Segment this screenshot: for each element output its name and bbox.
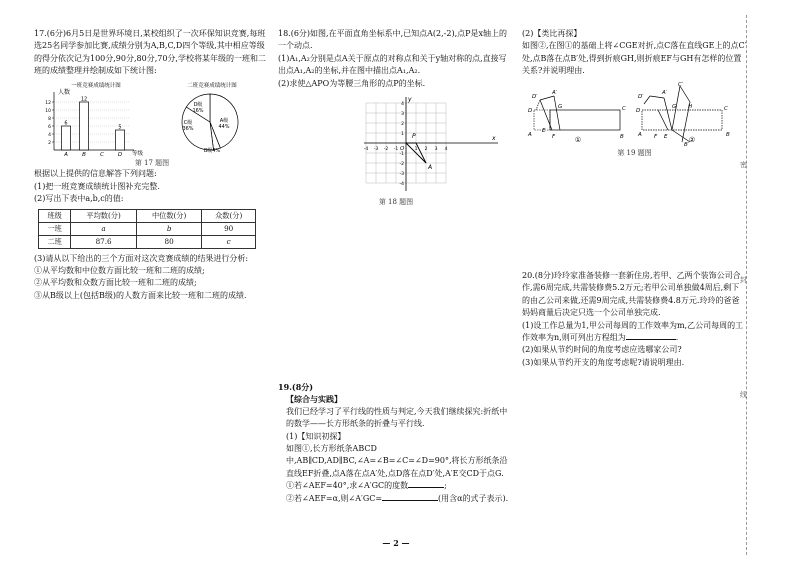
q17-sub1: (1)把一班竞赛成绩统计图补充完整.: [34, 181, 160, 191]
vertex-label: A: [528, 131, 532, 138]
pie-chart: [162, 80, 262, 156]
x-tick-label: D: [117, 151, 123, 156]
bar-data-label: 5: [118, 124, 122, 131]
x-tick-label: 1: [414, 146, 418, 152]
x-tick-label: A: [64, 151, 68, 156]
q18-sub1: (1)A₁,A₂分别是点A关于原点的对称点和关于y轴对称的点,直接写出点A₁,A₂的坐标,并在图中描出点A₁,A₂.: [278, 53, 507, 76]
table-header: 平均数(分): [71, 209, 137, 222]
x-tick-label: 3: [434, 146, 438, 152]
vertex-label: E: [542, 127, 546, 134]
table-cell: 87.6: [71, 235, 137, 248]
vertex-label: D: [636, 107, 641, 114]
q20-sub1: [522, 320, 747, 345]
table-header: 班级: [39, 209, 71, 222]
q17-intro: 17.(6分)6月5日是世界环境日,某校组织了一次环保知识竞赛,每班选25名同学参加比赛,成绩分别为A,B,C,D四个等级,其中相应等级的得分依次记为100分,90分,80分,70分,学校将某年级的一班和二班的成绩整理并绘制成如下统计图:: [34, 29, 266, 76]
bar: [62, 126, 71, 150]
vertex-label: A: [638, 131, 642, 138]
fold-figure-2: [636, 82, 730, 148]
q17-table: [38, 209, 256, 249]
y-tick-label: 2: [48, 140, 51, 146]
table-cell: 80: [136, 235, 202, 248]
question-17: [34, 28, 270, 302]
bar-chart: [38, 80, 150, 156]
pie-label: C级 36%: [182, 119, 194, 132]
fold-figure-1: [527, 90, 626, 140]
vertex-label: A′: [552, 89, 558, 96]
bar-data-label: 12: [80, 96, 88, 103]
fig2-label: ②: [688, 135, 696, 144]
q19-fig-caption: 第 19 题图: [617, 148, 652, 157]
q18-intro: 18.(6分)如图,在平面直角坐标系中,已知点A(2,-2),点P是x轴上的一个动点.: [278, 29, 508, 51]
y-tick-label: 2: [401, 121, 404, 127]
point-a-label: A: [428, 163, 433, 171]
q19-s1-text: ①若∠AEF=40°,求∠A′GC的度数: [286, 481, 409, 491]
vertex-label: C: [622, 105, 626, 112]
bar-chart-ylabel: 人数: [58, 88, 71, 96]
q19-part2-text: 如图②,在图①的基础上将∠CGE对折,点C落在直线GE上的点C′处,点B落在点B′处,得到折痕GH,则折痕EF与GH有怎样的位置关系?并说明理由.: [522, 41, 747, 76]
answer-blank[interactable]: [408, 487, 444, 488]
q19-s2-end: (用含α的式子表示).: [438, 493, 509, 503]
x-tick-label: B: [82, 151, 86, 156]
vertex-label: F: [654, 133, 658, 140]
vertex-label: D′: [532, 93, 538, 100]
y-axis-label: y: [408, 95, 412, 103]
vertex-label: G: [558, 103, 563, 110]
vertex-label: B′: [684, 141, 690, 148]
table-cell: c: [202, 235, 256, 248]
table-cell: b: [136, 222, 202, 235]
x-tick-label: -3: [373, 146, 379, 152]
y-tick-label: 4: [48, 132, 51, 138]
y-tick-label: 8: [48, 116, 51, 122]
q19-s2-text: ②若∠AEF=α,则∠A′GC=: [286, 493, 383, 503]
x-tick-label: C: [100, 151, 104, 156]
q20-sub1-end: .: [675, 332, 679, 342]
pie-chart-title: 二班竞赛成绩统计图: [187, 82, 237, 89]
pie-label: B级4%: [203, 147, 221, 154]
table-cell: 一班: [39, 222, 71, 235]
q19-s2: [278, 493, 514, 505]
q19-part1: (1)【知识初探】: [286, 431, 346, 441]
q19-s1-end: ;: [444, 481, 447, 491]
page-number: — 2 —: [382, 538, 410, 548]
y-tick-label: 4: [401, 101, 404, 107]
question-19: [278, 381, 514, 505]
x-tick-label: -1: [393, 146, 399, 152]
x-tick-label: -2: [383, 146, 389, 152]
q19-text: 如图①,长方形纸条ABCD中,AB∥CD,AD∥BC,∠A=∠B=∠C=∠D=90°,将长方形纸条沿直线EF折叠,点A落在点A′处,点D落在点D′处,A′E交CD于点G.: [286, 443, 508, 478]
pie-label: A级 44%: [218, 117, 230, 130]
q17-sub3: (3)请从以下给出的三个方面对这次竞赛成绩的结果进行分析:: [34, 253, 249, 263]
vertex-label: C′: [678, 81, 684, 88]
bar: [80, 102, 89, 150]
y-tick-label: 3: [401, 111, 404, 117]
q19-intro: 我们已经学习了平行线的性质与判定,今天我们继续探究:折纸中的数学——长方形纸条的折叠与平行线.: [286, 406, 508, 429]
side-mark: 线: [740, 391, 747, 399]
q19-header: 19.(8分): [278, 382, 314, 392]
side-mark: 密: [740, 161, 747, 169]
answer-blank[interactable]: [626, 339, 676, 340]
q20-intro: 20.(8分)玲玲家准备装修一套新住房,若甲、乙两个装饰公司合作,需6周完成,共需装修费5.2万元;若甲公司单独做4周后,剩下的由乙公司来做,还需9周完成,共需装修费4.8万元.玲玲的爸爸妈妈商量后决定只选一个公司单独完成.: [522, 271, 741, 318]
x-tick-label: -4: [363, 146, 369, 152]
x-tick-label: 4: [444, 146, 448, 152]
table-cell: 90: [202, 222, 256, 235]
vertex-label: C: [724, 105, 728, 112]
q20-sub1-text: (1)设工作总量为1,甲公司每周的工作效率为m,乙公司每周的工作效率为n,则可列出方程组为: [522, 320, 744, 342]
fig1-label: ①: [574, 135, 582, 144]
q17-fig-caption: 第 17 题图: [134, 158, 170, 167]
vertex-label: A′: [662, 89, 668, 96]
bar-chart-xlabel: 等级: [132, 150, 144, 156]
y-tick-label: -3: [399, 171, 404, 177]
q18-fig-caption: 第 18 题图: [378, 197, 414, 206]
question-18: [278, 28, 514, 208]
y-tick-label: 12: [45, 100, 51, 106]
q17-sub2: (2)写出下表中a,b,c的值:: [34, 194, 124, 204]
origin-label: O: [400, 145, 405, 152]
q20-sub2: (2)如果从节约时间的角度考虑应选哪家公司?: [522, 345, 682, 355]
question-20: [522, 270, 747, 369]
vertex-label: F: [552, 133, 556, 140]
q17-prompt: 根据以上提供的信息解答下列问题:: [34, 169, 157, 179]
q20-sub3: (3)如果从节约开支的角度考虑呢?请说明理由.: [522, 357, 685, 367]
q17-figures: [34, 80, 270, 158]
table-row: [39, 235, 256, 248]
bar-data-label: 6: [64, 120, 68, 127]
table-cell: 二班: [39, 235, 71, 248]
q19-figures: [522, 80, 747, 148]
answer-blank[interactable]: [382, 500, 438, 501]
table-row: [39, 222, 256, 235]
q18-sub2: (2)求使△APO为等腰三角形的点P的坐标.: [278, 78, 426, 88]
table-cell: a: [71, 222, 137, 235]
y-tick-label: 6: [48, 124, 51, 130]
y-tick-label: -2: [399, 161, 404, 167]
q17-sub3c: ③从B级以上(包括B级)的人数方面来比较一班和二班的成绩.: [34, 290, 247, 300]
bar: [116, 130, 125, 150]
question-19-part2: [522, 28, 747, 158]
x-axis-label: x: [492, 134, 496, 142]
q17-sub3a: ①从平均数和中位数方面比较一班和二班的成绩;: [34, 265, 205, 275]
q19-s1: [278, 480, 514, 492]
side-mark: 封: [740, 276, 747, 284]
vertex-label: E: [664, 133, 668, 140]
vertex-label: G: [672, 103, 677, 110]
y-tick-label: -4: [399, 181, 404, 187]
q19-section: 【综合与实践】: [286, 394, 342, 405]
table-header: 中位数(分): [136, 209, 202, 222]
vertex-label: B: [726, 131, 730, 138]
y-tick-label: 10: [45, 108, 51, 114]
table-header-row: [39, 209, 256, 222]
point-p-label: P: [412, 132, 416, 140]
vertex-label: D: [528, 107, 533, 114]
table-header: 众数(分): [202, 209, 256, 222]
coordinate-grid: [278, 93, 514, 197]
x-tick-label: 2: [424, 146, 428, 152]
pie-label: D级 16%: [192, 101, 204, 114]
q19-part2-heading: (2)【类比再探】: [522, 29, 582, 38]
vertex-label: D′: [638, 93, 644, 100]
q17-sub3b: ②从平均数和众数方面比较一班和二班的成绩;: [34, 278, 197, 288]
bar-chart-title: 一班竞赛成绩统计图: [71, 82, 121, 89]
vertex-label: B: [620, 133, 624, 140]
y-tick-label: 1: [401, 131, 404, 137]
vertex-label: H: [688, 103, 693, 110]
y-tick-label: -1: [399, 151, 404, 157]
